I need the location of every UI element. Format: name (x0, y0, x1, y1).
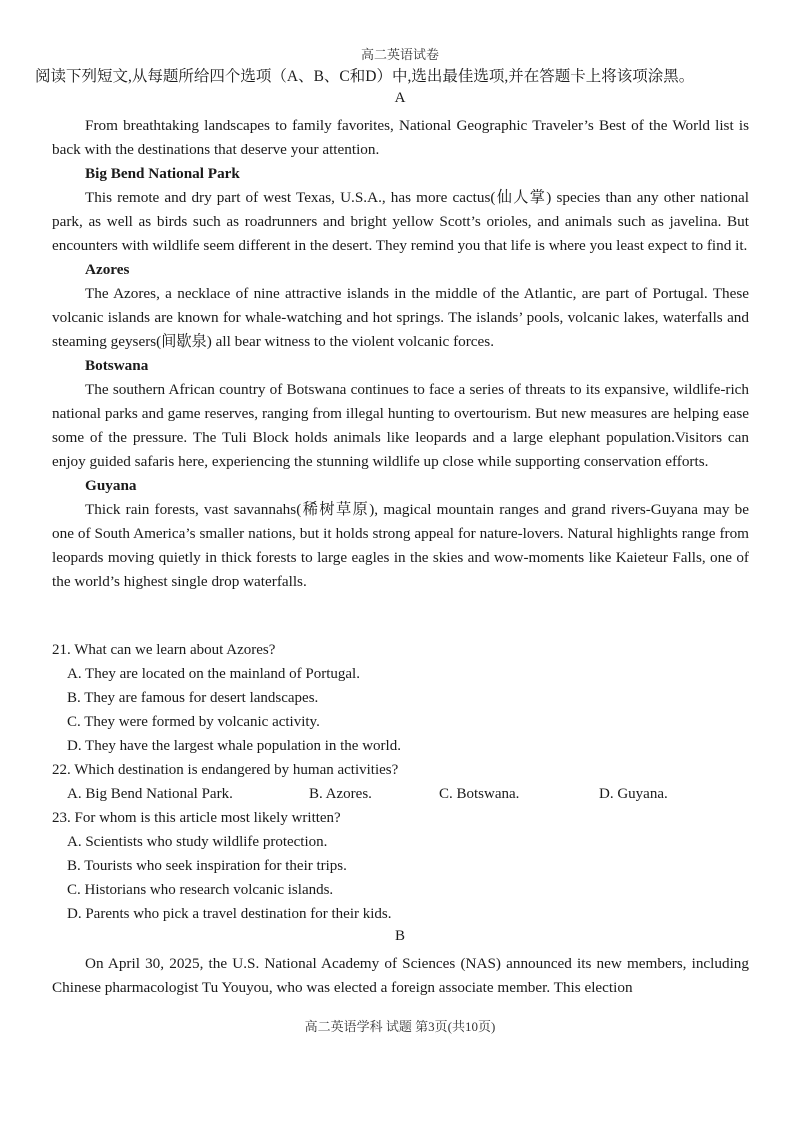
section-text-botswana: The southern African country of Botswana continues to face a series of threats to its expansive, wildlife-rich national parks and game reserves, ranging from illegal hunting to overtourism. But new measures are helping ease some of the pressure. The Tuli Block holds animals like leopards and a large elephant population.Visitors can enjoy guided safaris here, experiencing the stunning wildlife up close while supporting conservation efforts. (52, 381, 749, 470)
section-letter-a: A (394, 90, 406, 106)
page-footer: 高二英语学科 试题 第3页(共10页) (304, 1019, 496, 1034)
instructions: 阅读下列短文,从每题所给四个选项（A、B、C和D）中,选出最佳选项,并在答题卡上将该项涂黑。 (35, 68, 695, 85)
option-c: C. Historians who research volcanic islands. (67, 882, 334, 898)
option-b: B. Azores. (309, 786, 372, 802)
question-21 (52, 638, 752, 758)
section-letter-b: B (394, 928, 405, 944)
option-a: A. Big Bend National Park. (67, 786, 233, 802)
section-heading-guyana: Guyana (85, 477, 137, 494)
section-heading-botswana: Botswana (85, 357, 149, 374)
option-a: A. They are located on the mainland of Portugal. (67, 666, 360, 682)
option-c: C. They were formed by volcanic activity. (67, 714, 320, 730)
section-heading-azores: Azores (85, 261, 130, 278)
option-d: D. They have the largest whale population in the world. (67, 738, 401, 754)
passage-a (52, 114, 749, 594)
question-stem: 23. For whom is this article most likely written? (52, 810, 341, 826)
question-stem: 21. What can we learn about Azores? (52, 642, 276, 658)
option-d: D. Parents who pick a travel destination for their kids. (67, 906, 392, 922)
section-text-big-bend: This remote and dry part of west Texas, U.S.A., has more cactus(仙人掌) species than any other national park, as well as birds such as roadrunners and bright yellow Scott’s orioles, and animals such as javelina. But encounters with wildlife seem different in the desert. They remind you that life is where you least expect to find it. (52, 189, 749, 254)
question-stem: 22. Which destination is endangered by human activities? (52, 762, 399, 778)
option-b: B. Tourists who seek inspiration for their trips. (67, 858, 347, 874)
options-row (52, 782, 752, 806)
passage-b-intro: On April 30, 2025, the U.S. National Academy of Sciences (NAS) announced its new members, including Chinese pharmacologist Tu Youyou, who was elected a foreign associate member. This election (52, 955, 749, 996)
option-b: B. They are famous for desert landscapes. (67, 690, 319, 706)
question-22 (52, 758, 752, 806)
option-d: D. Guyana. (599, 786, 668, 802)
passage-a-intro: From breathtaking landscapes to family favorites, National Geographic Traveler’s Best of the World list is back with the destinations that deserve your attention. (52, 117, 749, 158)
section-heading-big-bend: Big Bend National Park (85, 165, 240, 182)
section-text-azores: The Azores, a necklace of nine attractive islands in the middle of the Atlantic, are part of Portugal. These volcanic islands are known for whale-watching and hot springs. The islands’ pools, volcanic lakes, waterfalls and steaming geysers(间歇泉) all bear witness to the violent volcanic forces. (52, 285, 749, 350)
questions (52, 638, 752, 926)
question-23 (52, 806, 752, 926)
passage-b (52, 952, 749, 1000)
section-text-guyana: Thick rain forests, vast savannahs(稀树草原), magical mountain ranges and grand rivers-Guyana may be one of South America’s smaller nations, but it holds strong appeal for nature-lovers. Natural highlights range from leopards moving quietly in thick forests to large eagles in the skies and wow-moments like Kaieteur Falls, one of the world’s highest single drop waterfalls. (52, 501, 749, 590)
page-header: 高二英语试卷 (360, 47, 439, 62)
option-a: A. Scientists who study wildlife protection. (67, 834, 328, 850)
option-c: C. Botswana. (439, 786, 520, 802)
